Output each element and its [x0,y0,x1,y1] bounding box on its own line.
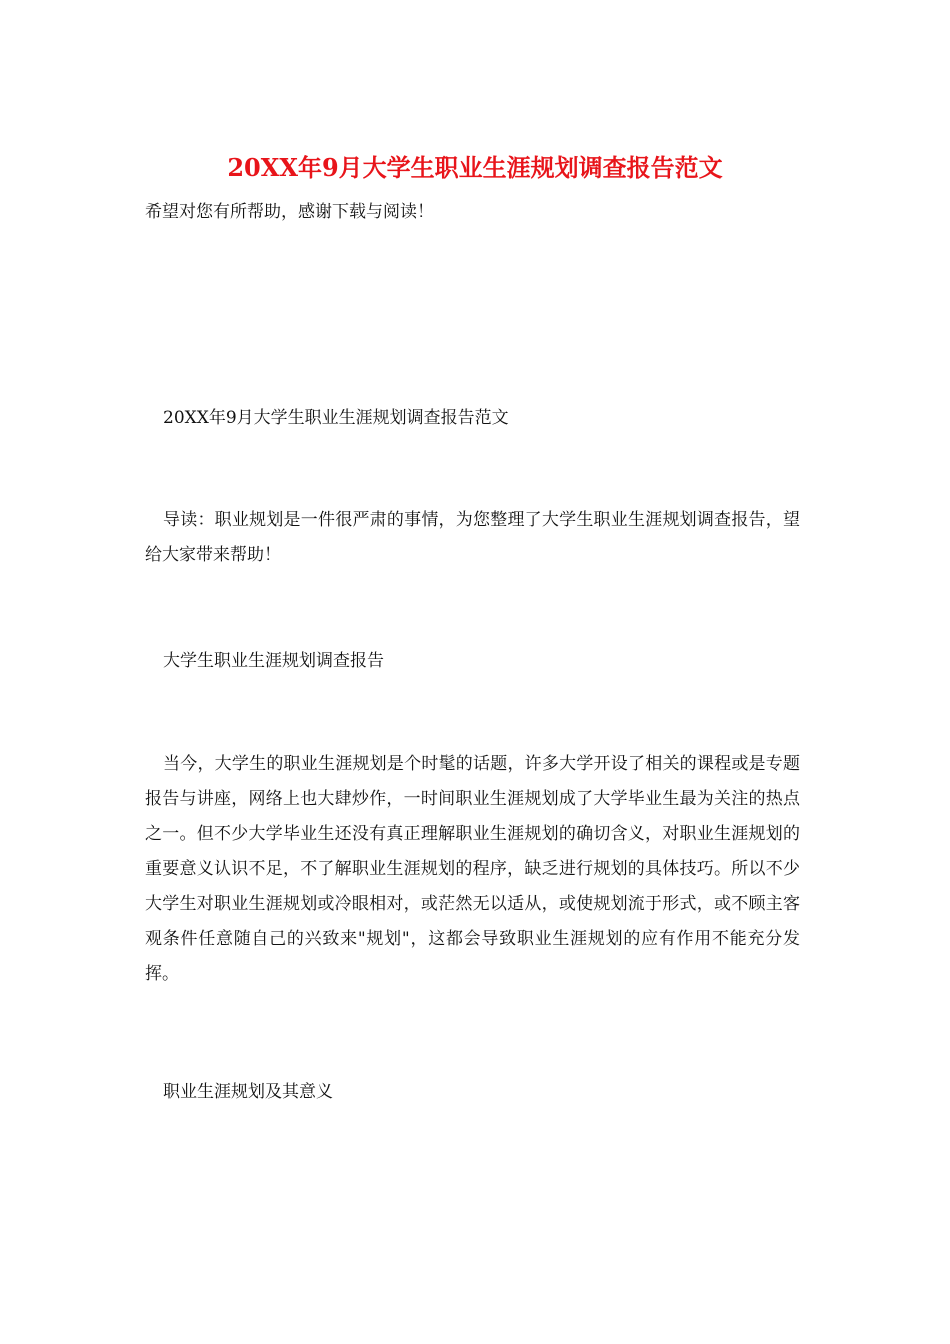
document-subtitle: 希望对您有所帮助，感谢下载与阅读！ [145,202,434,222]
intro-paragraph: 导读：职业规划是一件很严肃的事情，为您整理了大学生职业生涯规划调查报告，望给大家带来帮助！ [145,510,800,565]
body-paragraph: 当今，大学生的职业生涯规划是个时髦的话题，许多大学开设了相关的课程或是专题报告与讲座，网络上也大肆炒作，一时间职业生涯规划成了大学毕业生最为关注的热点之一。但不少大学毕业生还没有真正理解职业生涯规划的确切含义，对职业生涯规划的重要意义认识不足，不了解职业生涯规划的程序，缺乏进行规划的具体技巧。所以不少大学生对职业生涯规划或冷眼相对，或茫然无以适从，或使规划流于形式，或不顾主客观条件任意随自己的兴致来"规划"，这都会导致职业生涯规划的应有作用不能充分发挥。 [145,754,800,984]
section-heading-report: 大学生职业生涯规划调查报告 [163,651,384,671]
document-title: 20XX年9月大学生职业生涯规划调查报告范文 [227,153,723,182]
body-title-paragraph: 20XX年9月大学生职业生涯规划调查报告范文 [163,408,509,428]
section-heading-meaning: 职业生涯规划及其意义 [163,1082,333,1102]
